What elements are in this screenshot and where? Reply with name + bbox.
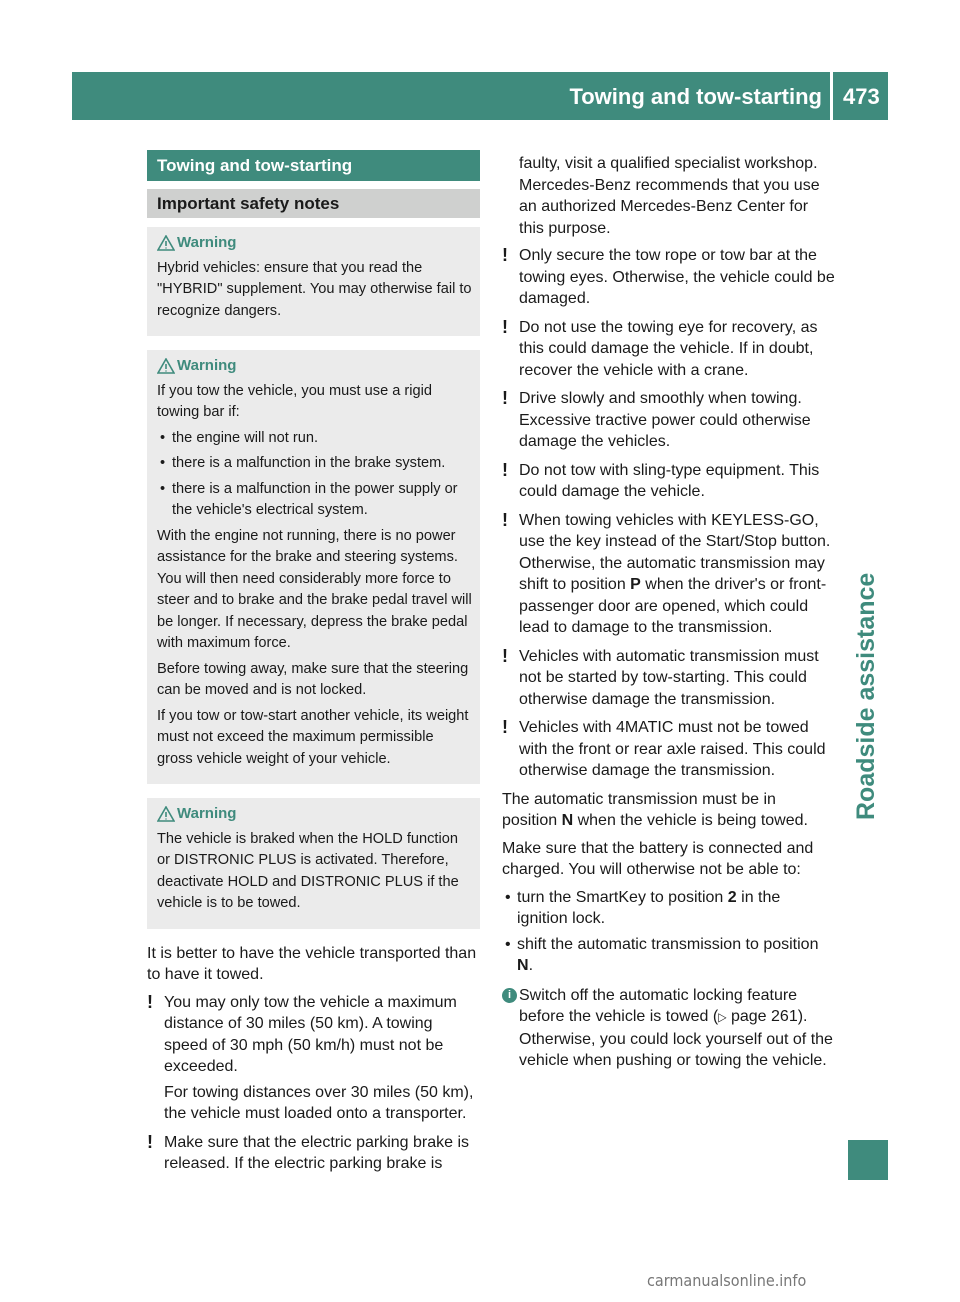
warning-label: Warning [177, 357, 237, 374]
warning-intro: If you tow the vehicle, you must use a rigid towing bar if: [157, 382, 432, 420]
warning-paragraph: With the engine not running, there is no power assistance for the brake and steering systems. You will then need considerably more force to steer and to brake and the brake pedal travel will be longer. If necessary, depress the brake pedal with maximum force. [157, 527, 472, 651]
warning-heading [157, 803, 472, 825]
warning-bullet: • there is a malfunction in the power supply or the vehicle's electrical system. [157, 479, 472, 522]
right-column [502, 153, 835, 1079]
info-text: ). Otherwise, you could lock yourself out of the vehicle when pushing or towing the vehicle. [519, 1008, 833, 1069]
warning-bullet: • the engine will not run. [157, 428, 472, 450]
position-n: N [517, 957, 529, 974]
exclamation-icon: ! [502, 645, 508, 666]
warning-paragraph: If you tow or tow-start another vehicle, its weight must not exceed the maximum permissible gross vehicle weight of your vehicle. [157, 707, 469, 767]
warning-box-towing-bar [147, 350, 480, 784]
list-text: turn the SmartKey to position [517, 888, 728, 906]
note-item [502, 388, 835, 453]
side-marker [848, 1140, 888, 1180]
page-ref-arrow-icon: ▷ [718, 1010, 727, 1024]
left-column [147, 150, 480, 1182]
note-text: Do not use the towing eye for recovery, as this could damage the vehicle. If in doubt, recover the vehicle with a crane. [519, 318, 818, 379]
body-paragraph: It is better to have the vehicle transported than to have it towed. [147, 944, 477, 983]
warning-heading [157, 355, 472, 377]
note-item [502, 460, 835, 503]
body-text: when the vehicle is being towed. [573, 812, 808, 829]
side-tab-label: Roadside assistance [852, 572, 880, 820]
section-title: Towing and tow-starting [147, 150, 480, 181]
body-paragraph: faulty, visit a qualified specialist workshop. Mercedes-Benz recommends that you use an authorized Mercedes-Benz Center for this purpose. [519, 155, 820, 237]
header-title: Towing and tow-starting [569, 84, 822, 109]
note-text: Vehicles with automatic transmission must not be started by tow-starting. This could otherwise damage the transmission. [519, 647, 819, 708]
warning-triangle-icon [157, 806, 175, 822]
note-item [502, 510, 835, 639]
note-text: Do not tow with sling-type equipment. This could damage the vehicle. [519, 461, 820, 500]
position-n: N [561, 812, 574, 829]
body-paragraph [502, 789, 835, 832]
note-text: Make sure that the electric parking brake is released. If the electric parking brake is [164, 1133, 470, 1172]
exclamation-icon: ! [502, 316, 508, 337]
note-text: Only secure the tow rope or tow bar at the towing eyes. Otherwise, the vehicle could be damaged. [519, 247, 835, 307]
body-text: The automatic transmission must be in position [502, 790, 776, 829]
warning-triangle-icon [157, 358, 175, 374]
header-divider [830, 72, 833, 120]
note-text: Drive slowly and smoothly when towing. Excessive tractive power could otherwise damage the vehicles. [519, 390, 811, 450]
note-item [147, 1132, 480, 1175]
warning-box-hybrid [147, 227, 480, 336]
info-icon: i [502, 988, 517, 1003]
note-item [147, 992, 480, 1125]
warning-triangle-icon [157, 235, 175, 251]
note-text: when the driver's or front-passenger door are opened, which could lead to damage to the transmission. [519, 576, 827, 636]
watermark: carmanualsonline.info [647, 1271, 807, 1290]
note-text: Vehicles with 4MATIC must not be towed with the front or rear axle raised. This could otherwise damage the transmission. [519, 719, 826, 779]
note-text: You may only tow the vehicle a maximum distance of 30 miles (50 km). A towing speed of 30 mph (50 km/h) must not be exceeded. [164, 993, 457, 1075]
info-text: Switch off the automatic locking feature before the vehicle is towed ( [519, 986, 798, 1025]
warning-box-hold [147, 798, 480, 929]
warning-text: Hybrid vehicles: ensure that you read the "HYBRID" supplement. You may otherwise fail to recognize dangers. [157, 259, 472, 319]
page-number: 473 [843, 84, 880, 109]
list-text: in the ignition lock. [517, 888, 781, 927]
note-item [502, 717, 835, 782]
exclamation-icon: ! [502, 459, 508, 480]
list-item [502, 887, 835, 930]
list-text: shift the automatic transmission to position [517, 935, 819, 953]
list-text: . [528, 957, 534, 974]
note-item [502, 245, 835, 310]
exclamation-icon: ! [147, 1131, 153, 1152]
warning-label: Warning [177, 234, 237, 251]
note-item [502, 646, 835, 711]
warning-bullet: • there is a malfunction in the brake system. [157, 453, 472, 475]
note-item [502, 317, 835, 382]
note-text: For towing distances over 30 miles (50 km), the vehicle must loaded onto a transporter. [164, 1083, 474, 1122]
info-note [502, 985, 835, 1072]
subsection-title: Important safety notes [147, 189, 480, 218]
warning-paragraph: Before towing away, make sure that the steering can be moved and is not locked. [157, 660, 469, 698]
exclamation-icon: ! [502, 509, 508, 530]
warning-text: The vehicle is braked when the HOLD function or DISTRONIC PLUS is activated. Therefore, deactivate HOLD and DISTRONIC PLUS if the vehicle is to be towed. [157, 830, 459, 911]
exclamation-icon: ! [147, 991, 153, 1012]
note-text: When towing vehicles with KEYLESS-GO, use the key instead of the Start/Stop button. Otherwise, the automatic transmission may shift to position [519, 511, 831, 593]
warning-label: Warning [177, 805, 237, 822]
list-item [502, 934, 835, 977]
exclamation-icon: ! [502, 388, 508, 408]
position-p: P [630, 576, 641, 593]
page-ref-link[interactable]: page 261 [726, 1008, 798, 1025]
exclamation-icon: ! [502, 245, 508, 265]
position-2: 2 [727, 888, 737, 906]
warning-heading [157, 232, 472, 254]
exclamation-icon: ! [502, 717, 508, 737]
body-paragraph: Make sure that the battery is connected and charged. You will otherwise not be able to: [502, 839, 814, 878]
